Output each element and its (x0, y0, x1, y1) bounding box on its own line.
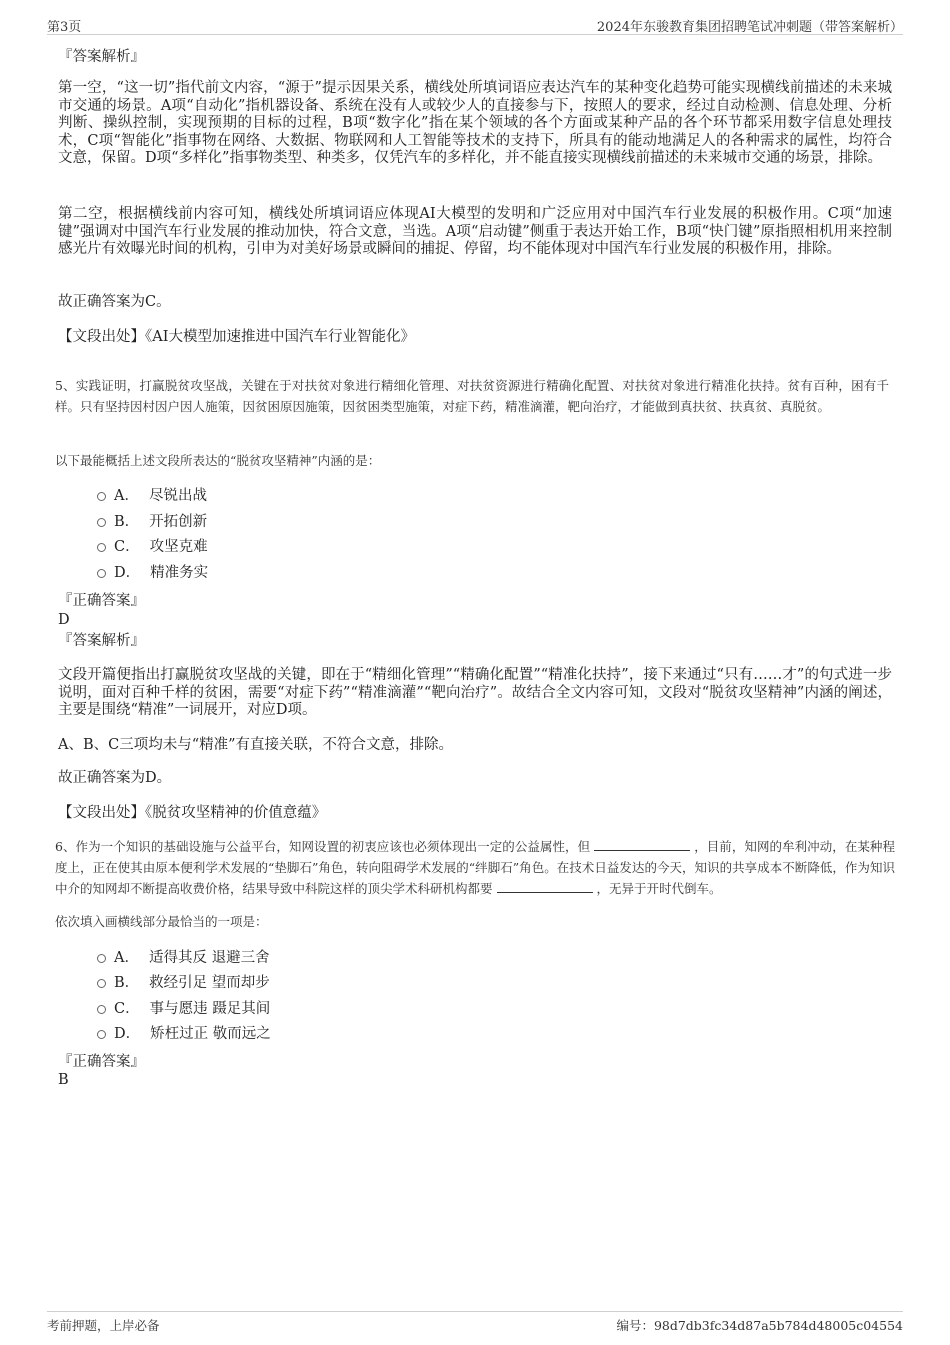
document-code: 编号：98d7db3fc34d87a5b784d48005c04554 (616, 1318, 903, 1333)
q5-prompt: 以下最能概括上述文段所表达的“脱贫攻坚精神”内涵的是： (55, 453, 381, 468)
q6-option-d[interactable] (97, 1024, 271, 1044)
q4-analysis-paragraph-1: 第一空，“这一切”指代前文内容，“源于”提示因果关系，横线处所填词语应表达汽车的某种变化趋势可能实现横线前描述的未来城市交通的场景。A项“自动化”指机器设备、系统在没有人或较少人的直接参与下，按照人的要求，经过自动检测、信息处理、分析判断、操纵控制，实现预期的目标的过程，B项“数字化”指在某个领域的各个方面或某种产品的各个环节都采用数字信息处理技术，C项“智能化”指事物在网络、大数据、物联网和人工智能等技术的支持下，所具有的能动地满足人的各种需求的属性，均符合文意，保留。D项“多样化”指事物类型、种类多，仅凭汽车的多样化，并不能直接实现横线前描述的未来城市交通的场景，排除。 (58, 80, 892, 166)
q5-analysis-paragraph-2: A、B、C三项均未与“精准”有直接关联，不符合文意，排除。 (58, 737, 454, 753)
footer-slogan: 考前押题，上岸必备 (47, 1318, 160, 1333)
q5-analysis-paragraph-1: 文段开篇便指出打赢脱贫攻坚战的关键，即在于“精细化管理”“精确化配置”“精准化扶持”，接下来通过“只有……才”的句式进一步说明，面对百种千样的贫困，需要“对症下药”“精准滴灌”“靶向治疗”。故结合全文内容可知，文段对“脱贫攻坚精神”内涵的阐述，主要是围绕“精准”一词展开，对应D项。 (58, 667, 892, 718)
radio-icon[interactable] (97, 1030, 106, 1039)
q6-prompt: 依次填入画横线部分最恰当的一项是： (55, 914, 268, 929)
option-text: 开拓创新 (149, 514, 208, 530)
q5-analysis-label: 『答案解析』 (58, 633, 145, 649)
option-text: 尽锐出战 (148, 488, 207, 504)
q5-stem: 5、实践证明，打赢脱贫攻坚战，关键在于对扶贫对象进行精细化管理、对扶贫资源进行精确化配置、对扶贫对象进行精准化扶持。贫有百种，困有千样。只有坚持因村因户因人施策，因贫困原因施策，因贫困类型施策，对症下药，精准滴灌，靶向治疗，才能做到真扶贫、扶真贫、真脱贫。 (55, 378, 889, 414)
option-key: A． (114, 950, 139, 966)
option-text: 适得其反 退避三舍 (148, 950, 270, 966)
q5-answer-label: 『正确答案』 (58, 593, 145, 609)
page-footer (47, 1311, 903, 1336)
q5-conclusion: 故正确答案为D。 (58, 770, 172, 786)
q4-source: 【文段出处】《AI大模型加速推进中国汽车行业智能化》 (58, 329, 415, 345)
radio-icon[interactable] (97, 979, 106, 988)
q6-stem-part-2: ，目前，知网的牟利冲动，在某种程度上，正在使其由原本便利学术发展的“垫脚石”角色，转向阻碍学术发展的“绊脚石”角色。在技术日益发达的今天，知识的共享成本不断降低，作为知识中介的知网却不断提高收费价格，结果导致中科院这样的顶尖学术科研机构都要 (55, 839, 895, 896)
q6-stem-part-1: 6、作为一个知识的基础设施与公益平台，知网设置的初衷应该也必须体现出一定的公益属性，但 (55, 839, 591, 854)
q6-option-c[interactable] (97, 999, 270, 1019)
radio-icon[interactable] (97, 954, 106, 963)
radio-icon[interactable] (97, 543, 106, 552)
page-number: 第3页 (47, 20, 82, 35)
option-key: A． (114, 488, 139, 504)
option-text: 精准务实 (150, 565, 209, 581)
q5-source: 【文段出处】《脱贫攻坚精神的价值意蕴》 (58, 805, 327, 821)
q5-answer: D (58, 612, 70, 628)
q6-option-b[interactable] (97, 973, 270, 993)
option-key: D． (114, 565, 141, 581)
q4-analysis-label: 『答案解析』 (58, 49, 145, 65)
q6-answer: B (58, 1072, 69, 1088)
page-header (47, 14, 903, 35)
q6-option-a[interactable] (97, 948, 270, 968)
option-text: 攻坚克难 (149, 539, 208, 555)
option-text: 救经引足 望而却步 (149, 975, 270, 991)
q4-analysis-paragraph-2: 第二空，根据横线前内容可知，横线处所填词语应体现AI大模型的发明和广泛应用对中国汽车行业发展的积极作用。C项“加速键”强调对中国汽车行业发展的推动加快，符合文意，当选。A项“启动键”侧重于表达开始工作，B项“快门键”原指照相机用来控制感光片有效曝光时间的机构，引申为对美好场景或瞬间的捕捉、停留，均不能体现对中国汽车行业发展的积极作用，排除。 (58, 206, 892, 257)
q5-option-b[interactable] (97, 512, 207, 532)
q5-option-d[interactable] (97, 563, 208, 583)
q5-option-a[interactable] (97, 486, 207, 506)
option-key: B． (114, 514, 140, 530)
answer-blank-1 (594, 838, 690, 851)
radio-icon[interactable] (97, 1005, 106, 1014)
option-text: 矫枉过正 敬而远之 (150, 1026, 271, 1042)
q4-conclusion: 故正确答案为C。 (58, 294, 171, 310)
option-key: D． (114, 1026, 141, 1042)
answer-blank-2 (497, 880, 593, 893)
document-title: 2024年东骏教育集团招聘笔试冲刺题（带答案解析） (596, 20, 903, 35)
q6-stem (55, 836, 895, 899)
option-key: C． (114, 1001, 140, 1017)
q6-answer-label: 『正确答案』 (58, 1054, 145, 1070)
option-key: C． (114, 539, 140, 555)
radio-icon[interactable] (97, 569, 106, 578)
radio-icon[interactable] (97, 492, 106, 501)
option-text: 事与愿违 蹑足其间 (149, 1001, 271, 1017)
radio-icon[interactable] (97, 518, 106, 527)
option-key: B． (114, 975, 140, 991)
q5-option-c[interactable] (97, 537, 208, 557)
q6-stem-part-3: ，无异于开时代倒车。 (596, 881, 722, 896)
